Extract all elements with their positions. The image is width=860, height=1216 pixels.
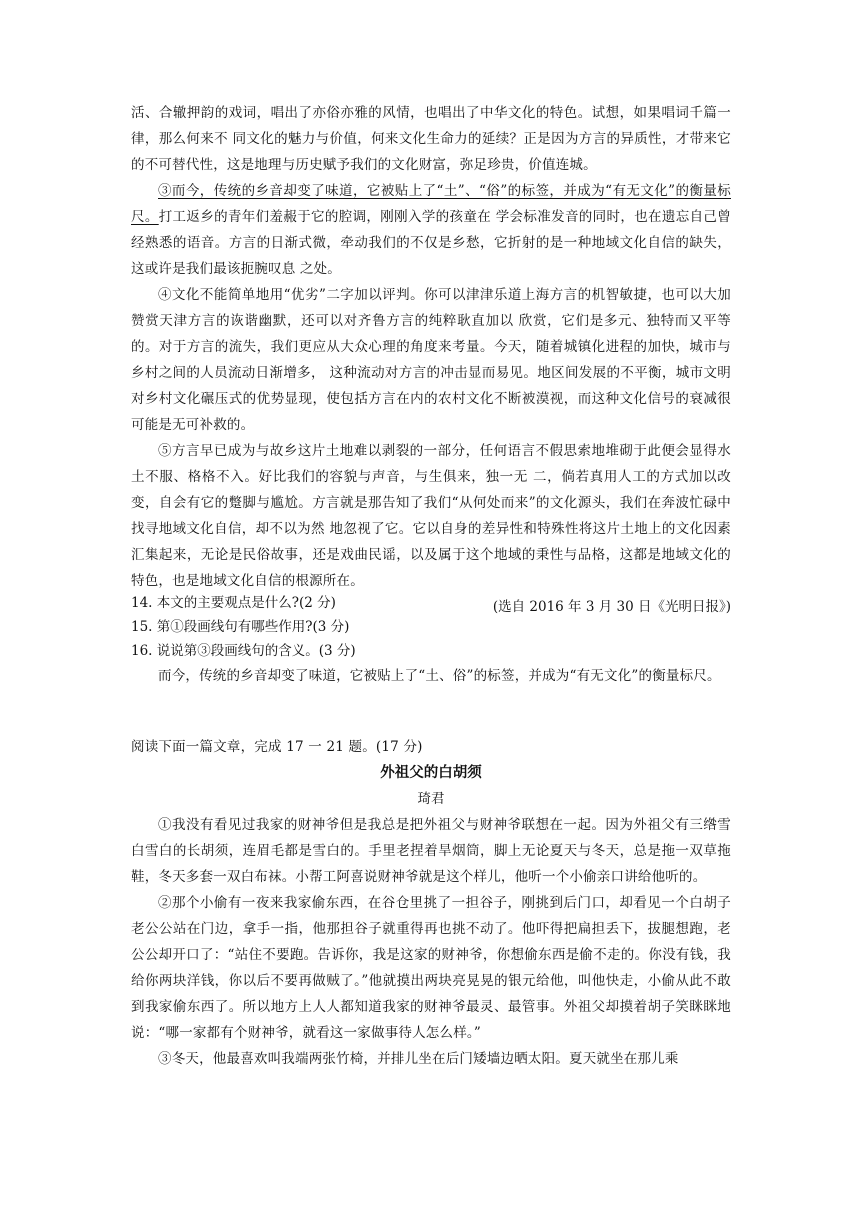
paragraph-2-tail: 活、合辙押韵的戏词，唱出了亦俗亦雅的风情，也唱出了中华文化的特色。试想，如果唱词千篇一律，那么何来不 同文化的魅力与价值，何来文化生命力的延续？正是因为方言的异质性，才带来它的不可替代性，这是地理与历史赋予我们的文化财富，弥足珍贵，价值连城。 xyxy=(131,105,731,173)
paragraph-4: ④文化不能简单地用“优劣”二字加以评判。你可以津津乐道上海方言的机智敏捷，也可以大加赞赏天津方言的诙谐幽默，还可以对齐鲁方言的纯粹耿直加以 欣赏，它们是多元、独特而又平等的。对于方言的流失，我们更应从大众心理的角度来考量。今天，随着城镇化进程的加快，城市与乡村之间的人员流动日渐增多， 这种流动对方言的冲击显而易见。地区间发展的不平衡，城市文明对乡村文化碾压式的优势显现，使包括方言在内的农村文化不断被漠视，而这种文化信号的衰减很 可能是无可补救的。 xyxy=(131,287,731,433)
paragraph-1: ①我没有看见过我家的财神爷但是我总是把外祖父与财神爷联想在一起。因为外祖父有三绺雪白雪白的长胡须，连眉毛都是雪白的。手里老捏着旱烟筒，脚上无论夏天与冬天，总是拖一双草拖鞋，冬天多套一双白布袜。小帮工阿喜说财神爷就是这个样儿，他听一个小偷亲口讲给他听的。 xyxy=(131,817,731,885)
article-author: 琦君 xyxy=(417,791,445,807)
paragraph-5: ⑤方言早已成为与故乡这片土地难以剥裂的一部分，任何语言不假思索地堆砌于此便会显得水土不服、格格不入。好比我们的容貌与声音，与生俱来，独一无 二，倘若真用人工的方式加以改变，自会有它的蹩脚与尴尬。方言就是那告知了我们“从何处而来”的文化源头，我们在奔波忙碌中找寻地域文化自信，却不以为然 地忽视了它。它以自身的差异性和特殊性将这片土地上的文化因素汇集起来，无论是民俗故事，还是戏曲民谣，以及属于这个地域的秉性与品格，这都是地域文化的 特色，也是地域文化自信的根源所在。 xyxy=(131,443,731,589)
question-15: 15. 第①段画线句有哪些作用?(3 分) xyxy=(131,619,350,635)
article2 xyxy=(131,734,731,1072)
question-16: 16. 说说第③段画线句的含义。(3 分) xyxy=(131,643,356,659)
question-14: 14. 本文的主要观点是什么?(2 分) xyxy=(131,595,336,611)
answer-16: 而今，传统的乡音却变了味道，它被贴上了“土、俗”的标签，并成为“有无文化”的衡量标尺。 xyxy=(158,668,721,684)
underlined-sentence: ③而今，传统的乡音却变了味道，它被贴上了“土”、“俗”的标签，并成为“有无文化”的衡量标尺。 xyxy=(131,183,731,225)
paragraph-3 xyxy=(131,178,731,282)
reading-instruction: 阅读下面一篇文章，完成 17 一 21 题。(17 分) xyxy=(131,739,423,755)
source-citation: (选自 2016 年 3 月 30 日《光明日报》) xyxy=(492,599,731,615)
paragraph-3-rest: 打工返乡的青年们羞赧于它的腔调，刚刚入学的孩童在 学会标准发音的同时，也在遗忘自己曾经熟悉的语音。方言的日渐式微，牵动我们的不仅是乡愁，它折射的是一种地域文化自信的缺失，这或许是我们最该扼腕叹息 之处。 xyxy=(131,209,731,277)
questions-block xyxy=(131,591,731,689)
paragraph-3-start: ③冬天，他最喜欢叫我端两张竹椅，并排儿坐在后门矮墙边晒太阳。夏天就坐在那儿乘 xyxy=(158,1051,679,1067)
article1-body xyxy=(131,100,731,620)
paragraph-2: ②那个小偷有一夜来我家偷东西，在谷仓里挑了一担谷子，刚挑到后门口，却看见一个白胡子老公公站在门边，拿手一指，他那担谷子就重得再也挑不动了。他吓得把扁担丢下，拔腿想跑，老公公却开口了：“站住不要跑。告诉你，我是这家的财神爷，你想偷东西是偷不走的。你没有钱，我给你两块洋钱，你以后不要再做贼了。”他就摸出两块亮晃晃的银元给他，叫他快走，小偷从此不敢到我家偷东西了。所以地方上人人都知道我家的财神爷最灵、最管事。外祖父却摸着胡子笑眯眯地说：“哪一家都有个财神爷，就看这一家做事待人怎么样。” xyxy=(131,895,731,1041)
article-title: 外祖父的白胡须 xyxy=(380,765,482,781)
